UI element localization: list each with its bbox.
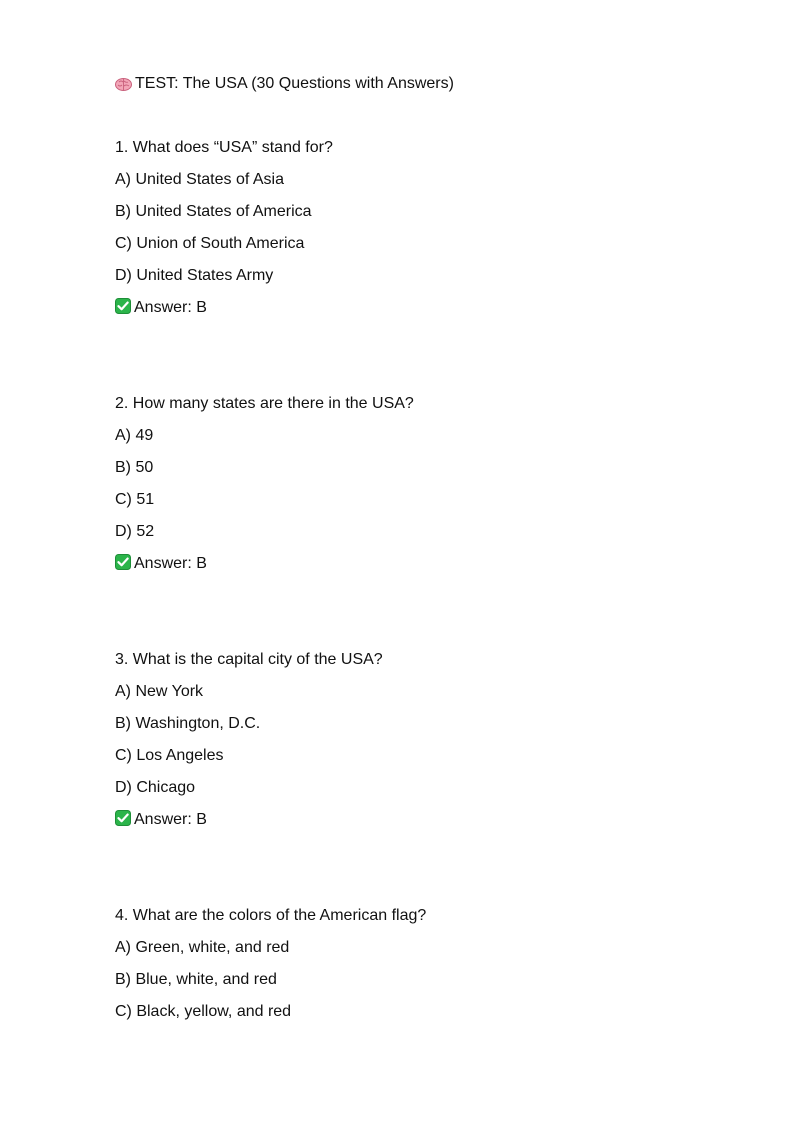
option-d: D) United States Army (115, 267, 274, 284)
document-page (115, 74, 755, 1098)
option-a: A) New York (115, 683, 204, 700)
option-b: B) Washington, D.C. (115, 715, 261, 732)
option-a: A) United States of Asia (115, 171, 284, 188)
answer-text: Answer: B (134, 555, 207, 572)
option-d: D) Chicago (115, 779, 196, 796)
document-title (115, 74, 755, 94)
question-4 (115, 906, 755, 1022)
option-c: C) 51 (115, 491, 155, 508)
answer-text: Answer: B (134, 811, 207, 828)
option-c: C) Black, yellow, and red (115, 1003, 292, 1020)
title-text: TEST: The USA (30 Questions with Answers) (135, 75, 454, 92)
option-b: B) 50 (115, 459, 154, 476)
question-1 (115, 138, 755, 318)
answer-line (115, 810, 755, 830)
question-text: 1. What does “USA” stand for? (115, 139, 333, 156)
option-b: B) Blue, white, and red (115, 971, 277, 988)
option-a: A) Green, white, and red (115, 939, 290, 956)
answer-line (115, 298, 755, 318)
option-b: B) United States of America (115, 203, 312, 220)
question-3 (115, 650, 755, 830)
brain-icon (115, 78, 132, 91)
answer-text: Answer: B (134, 299, 207, 316)
option-d: D) 52 (115, 523, 155, 540)
question-text: 4. What are the colors of the American flag? (115, 907, 427, 924)
check-mark-button-icon (115, 298, 131, 314)
option-c: C) Union of South America (115, 235, 305, 252)
question-2 (115, 394, 755, 574)
answer-line (115, 554, 755, 574)
question-text: 2. How many states are there in the USA? (115, 395, 414, 412)
check-mark-button-icon (115, 554, 131, 570)
option-c: C) Los Angeles (115, 747, 224, 764)
option-a: A) 49 (115, 427, 154, 444)
question-text: 3. What is the capital city of the USA? (115, 651, 383, 668)
check-mark-button-icon (115, 810, 131, 826)
